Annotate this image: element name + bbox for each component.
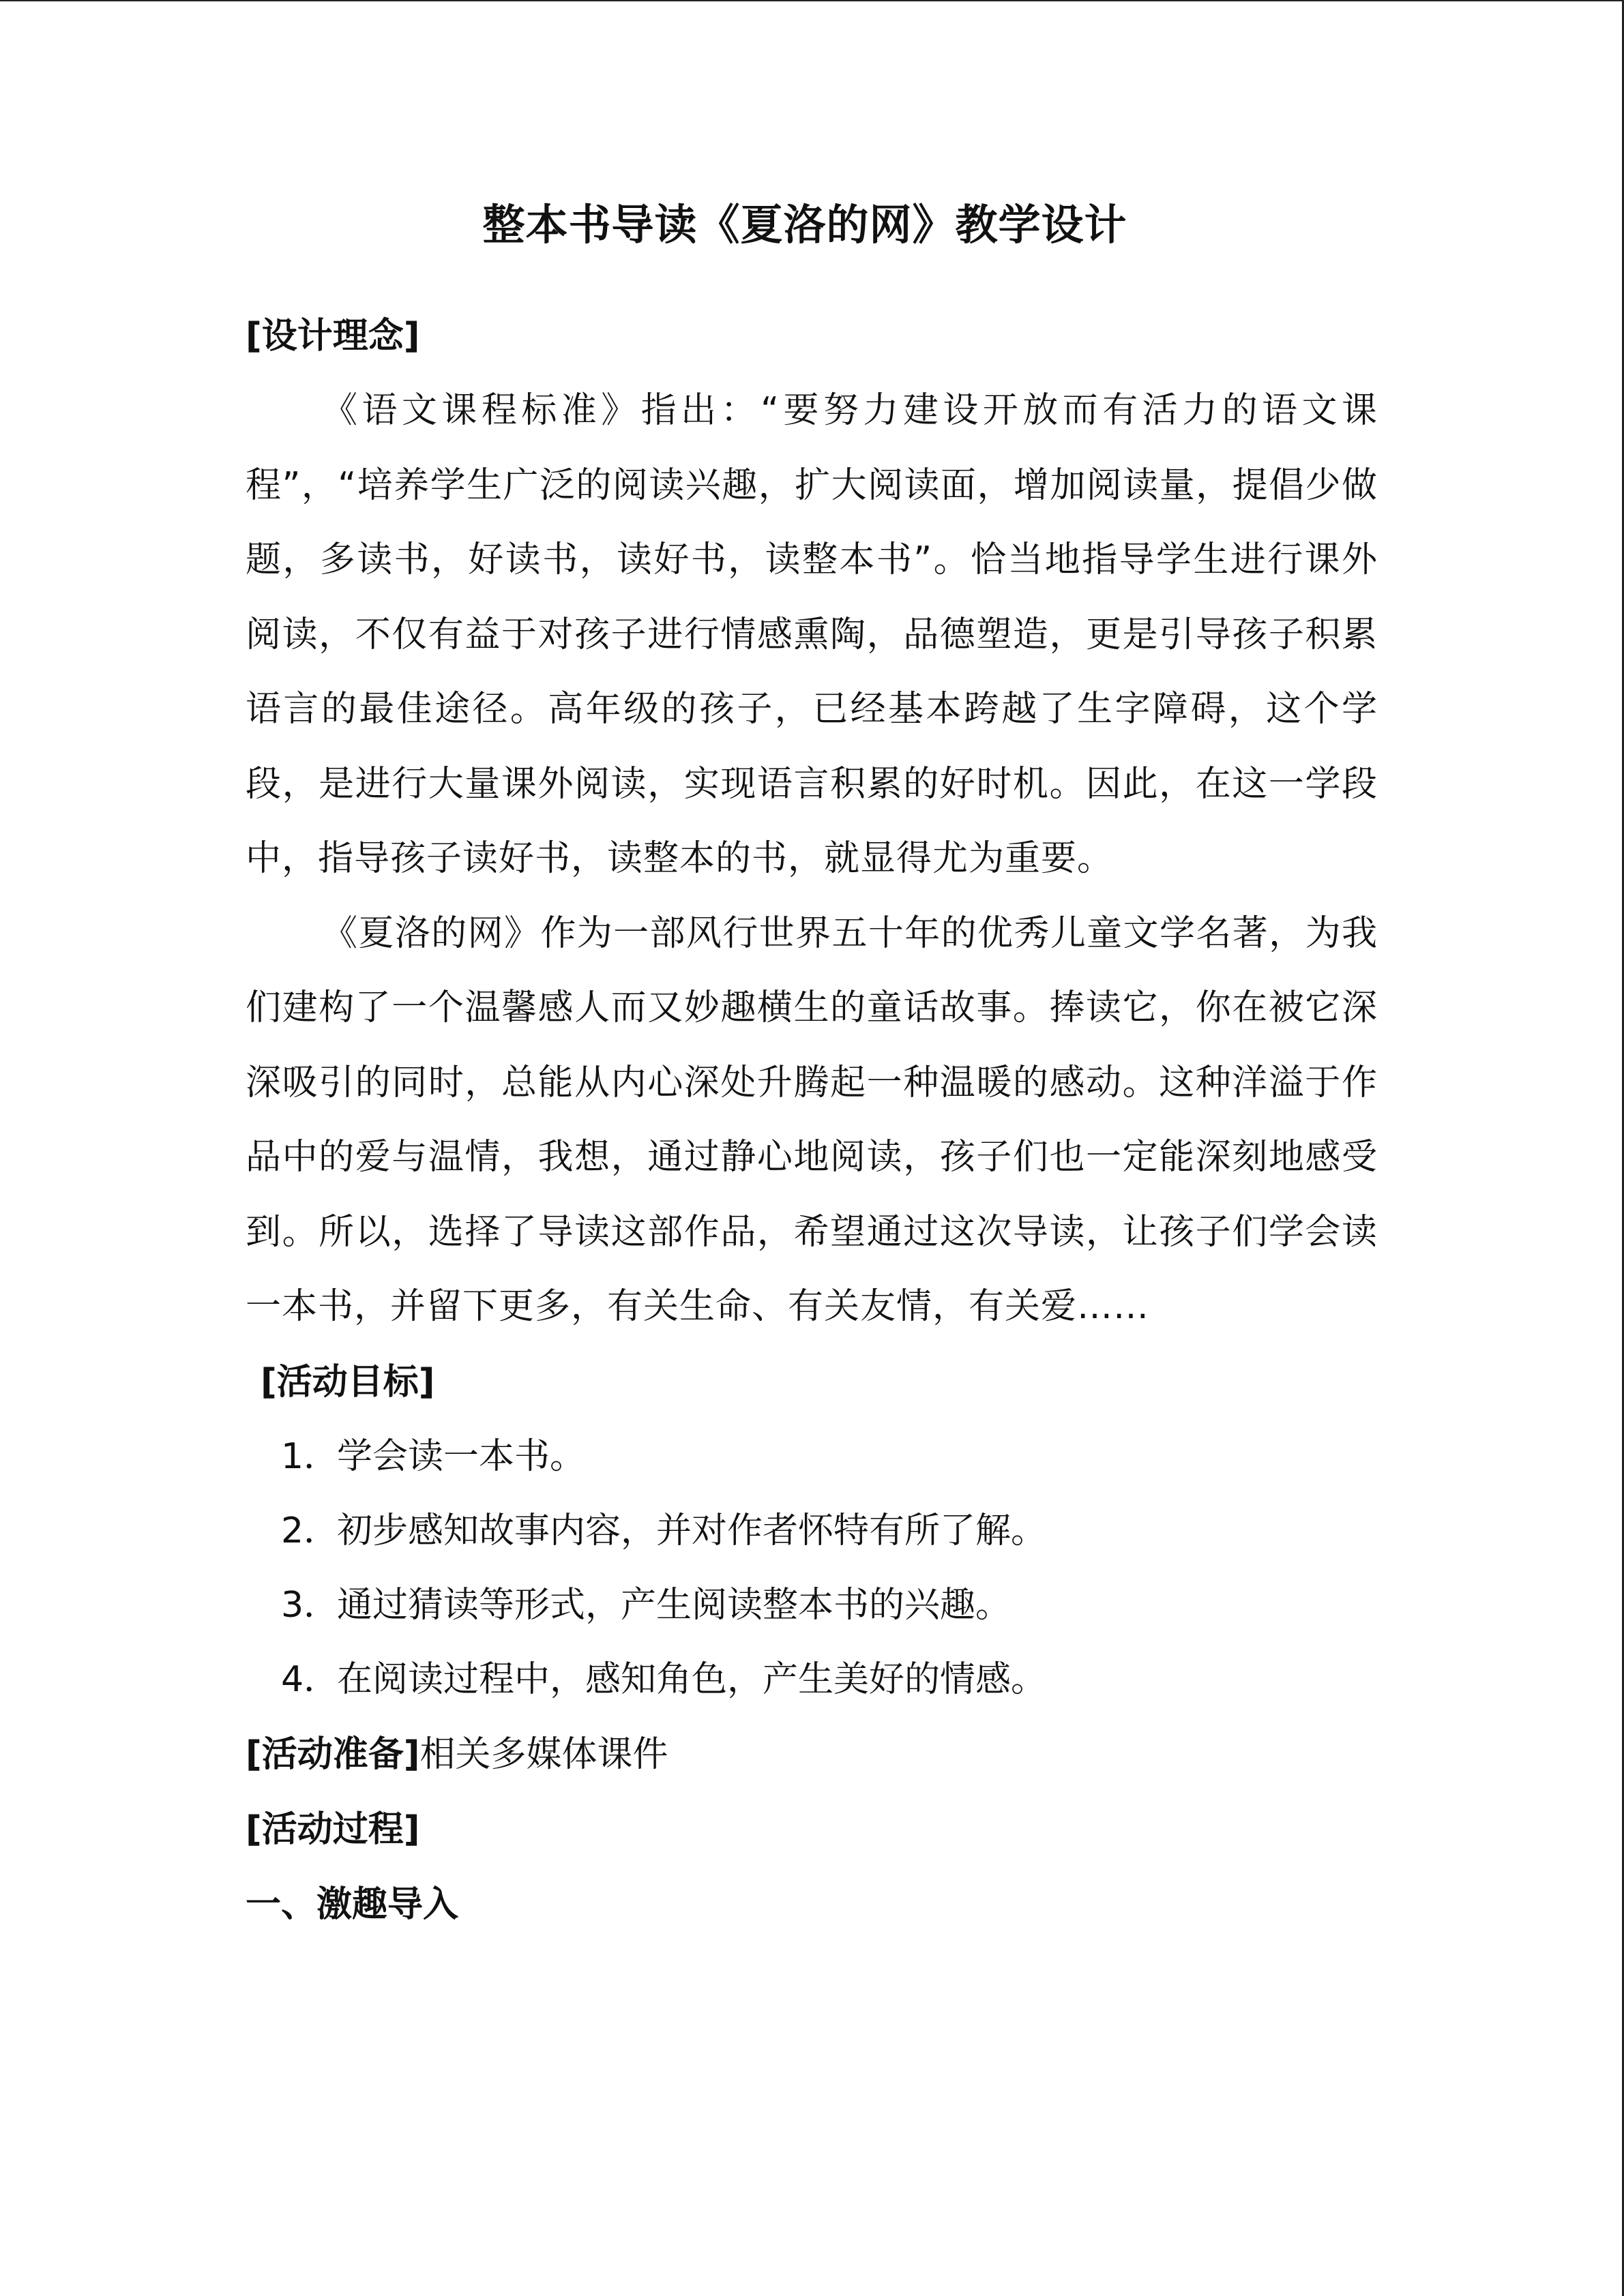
goal-text: 在阅读过程中，感知角色，产生美好的情感。 [337, 1658, 1047, 1700]
design-concept-paragraph-1: 《语文课程标准》指出：“要努力建设开放而有活力的语文课程”，“培养学生广泛的阅读兴趣，扩大阅读面，增加阅读量，提倡少做题，多读书，好读书，读好书，读整本书”。恰当地指导学生进行课外阅读，不仅有益于对孩子进行情感熏陶，品德塑造，更是引导孩子积累语言的最佳途径。高年级的孩子，已经基本跨越了生字障碍，这个学段，是进行大量课外阅读，实现语言积累的好时机。因此，在这一学段中，指导孩子读好书，读整本的书，就显得尤为重要。 [246, 390, 1378, 879]
page-top-border [0, 0, 1624, 1]
goal-item [246, 1643, 1378, 1717]
section-preparation [246, 1717, 1378, 1792]
document-title: 整本书导读《夏洛的网》教学设计 [482, 200, 1127, 250]
preparation-label: [活动准备] [246, 1733, 420, 1775]
design-concept-paragraph-2: 《夏洛的网》作为一部风行世界五十年的优秀儿童文学名著，为我们建构了一个温馨感人而又妙趣横生的童话故事。捧读它，你在被它深深吸引的同时，总能从内心深处升腾起一种温暖的感动。这种洋溢于作品中的爱与温情，我想，通过静心地阅读，孩子们也一定能深刻地感受到。所以，选择了导读这部作品，希望通过这次导读，让孩子们学会读一本书，并留下更多，有关生命、有关友情，有关爱…… [246, 912, 1378, 1327]
section-heading-design-concept: [设计理念] [246, 316, 420, 357]
goal-text: 初步感知故事内容，并对作者怀特有所了解。 [337, 1510, 1047, 1551]
goal-item [246, 1420, 1378, 1494]
goal-number: 3． [281, 1584, 340, 1626]
preparation-text: 相关多媒体课件 [419, 1733, 668, 1775]
goal-number: 4． [281, 1658, 340, 1700]
goal-item [246, 1568, 1378, 1643]
goal-number: 1． [281, 1435, 340, 1477]
goal-item [246, 1494, 1378, 1568]
goal-text: 学会读一本书。 [337, 1435, 586, 1477]
goal-number: 2． [281, 1510, 340, 1551]
goal-text: 通过猜读等形式，产生阅读整本书的兴趣。 [337, 1584, 1012, 1626]
title-spacer [246, 259, 1378, 299]
section-heading-process: [活动过程] [246, 1808, 420, 1850]
process-subheading-intro: 一、激趣导入 [246, 1883, 459, 1925]
section-heading-goals: [活动目标] [261, 1361, 435, 1403]
document-body [246, 191, 1378, 1942]
